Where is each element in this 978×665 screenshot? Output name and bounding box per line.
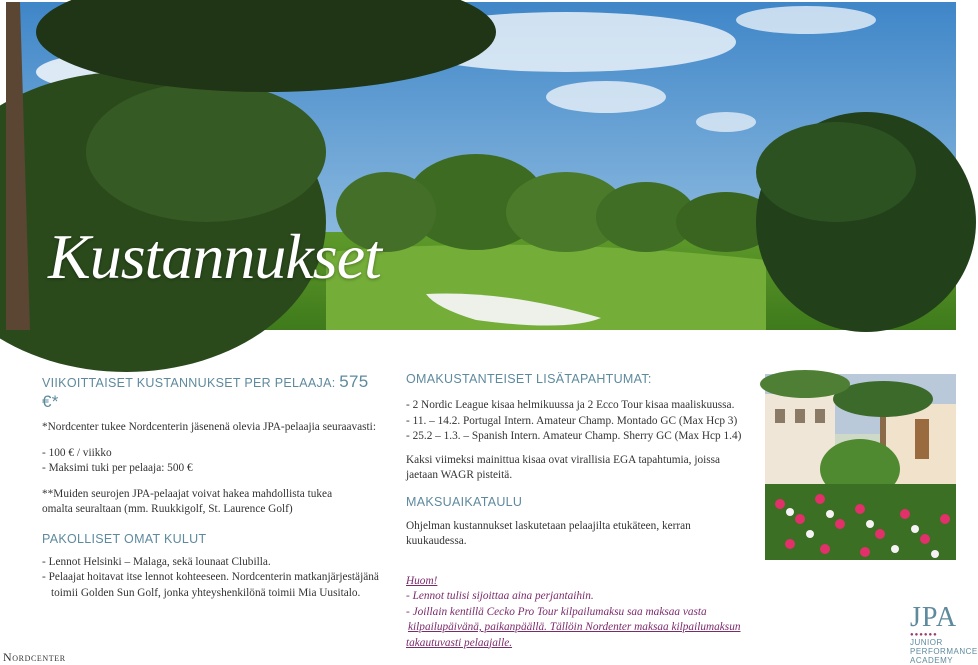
own-costs-line: - Lennot Helsinki – Malaga, sekä lounaat Clubilla. bbox=[42, 555, 271, 568]
resort-photo bbox=[765, 374, 956, 560]
other-clubs-note: **Muiden seurojen JPA-pelaajat voivat hakea mahdollista tukea bbox=[42, 487, 333, 500]
logo-letters: JPA bbox=[910, 602, 958, 633]
events-note: jaetaan WAGR pisteitä. bbox=[406, 469, 513, 481]
event-line: - 2 Nordic League kisaa helmikuussa ja 2 Ecco Tour kisaa maaliskuussa. bbox=[406, 399, 735, 411]
weekly-price: 575 €* bbox=[42, 372, 369, 411]
events-heading: OMAKUSTANTEISET LISÄTAPAHTUMAT: bbox=[406, 372, 652, 386]
logo-dots: ●●●●●● bbox=[910, 632, 938, 638]
hero-image bbox=[6, 2, 956, 330]
own-costs-heading: PAKOLLISET OMAT KULUT bbox=[42, 531, 207, 546]
payment-heading: MAKSUAIKATAULU bbox=[406, 494, 523, 509]
logo-line: ACADEMY bbox=[910, 656, 954, 665]
payment-line: kuukaudessa. bbox=[406, 535, 467, 547]
weekly-costs-text bbox=[42, 420, 382, 518]
notice-line: takautuvasti pelaajalle. bbox=[406, 636, 513, 649]
support-note: *Nordcenter tukee Nordcenterin jäsenenä olevia JPA-pelaajia seuraavasti: bbox=[42, 421, 376, 433]
hero-title: Kustannukset bbox=[48, 221, 381, 292]
payment-line: Ohjelman kustannukset laskutetaan pelaajilta etukäteen, kerran bbox=[406, 519, 691, 532]
other-clubs-note: omalta seuraltaan (mm. Ruukkigolf, St. Laurence Golf) bbox=[42, 503, 293, 515]
event-line: - 11. – 14.2. Portugal Intern. Amateur Champ. Montado GC (Max Hcp 3) bbox=[406, 414, 738, 427]
logo-line: PERFORMANCE bbox=[910, 647, 978, 656]
notice-line: - Joillain kentillä Cecko Pro Tour kilpailumaksu saa maksaa vasta bbox=[406, 605, 707, 618]
own-costs-text bbox=[42, 555, 382, 602]
own-costs-line: - Pelaajat hoitavat itse lennot kohteeseen. Nordcenterin matkanjärjestäjänä bbox=[42, 571, 379, 583]
jpa-logo bbox=[910, 602, 978, 665]
support-line: - Maksimi tuki per pelaaja: 500 € bbox=[42, 462, 193, 474]
weekly-costs-label: VIIKOITTAISET KUSTANNUKSET PER PELAAJA: bbox=[42, 376, 336, 390]
logo-line: JUNIOR bbox=[910, 638, 943, 647]
events-list bbox=[406, 398, 746, 484]
weekly-costs-heading bbox=[42, 372, 382, 412]
notice-line: kilpailupäivänä, paikanpäällä. Tällöin Nordenter maksaa kilpailumaksun bbox=[408, 621, 741, 633]
payment-text bbox=[406, 519, 746, 550]
extra-events-column bbox=[406, 372, 746, 651]
nordcenter-brand: Nordcenter bbox=[3, 650, 66, 664]
notice-line: - Lennot tulisi sijoittaa aina perjantaihin. bbox=[406, 590, 594, 602]
weekly-costs-column bbox=[42, 372, 382, 601]
own-costs-line: toimii Golden Sun Golf, jonka yhteyshenkilönä toimii Mia Uusitalo. bbox=[51, 586, 361, 599]
notice-label: Huom! bbox=[406, 574, 438, 587]
event-line: - 25.2 – 1.3. – Spanish Intern. Amateur Champ. Sherry GC (Max Hcp 1.4) bbox=[406, 430, 742, 442]
notice-block bbox=[406, 574, 746, 652]
events-note: Kaksi viimeksi mainittua kisaa ovat virallisia EGA tapahtumia, joissa bbox=[406, 453, 721, 466]
support-line: - 100 € / viikko bbox=[42, 446, 112, 459]
